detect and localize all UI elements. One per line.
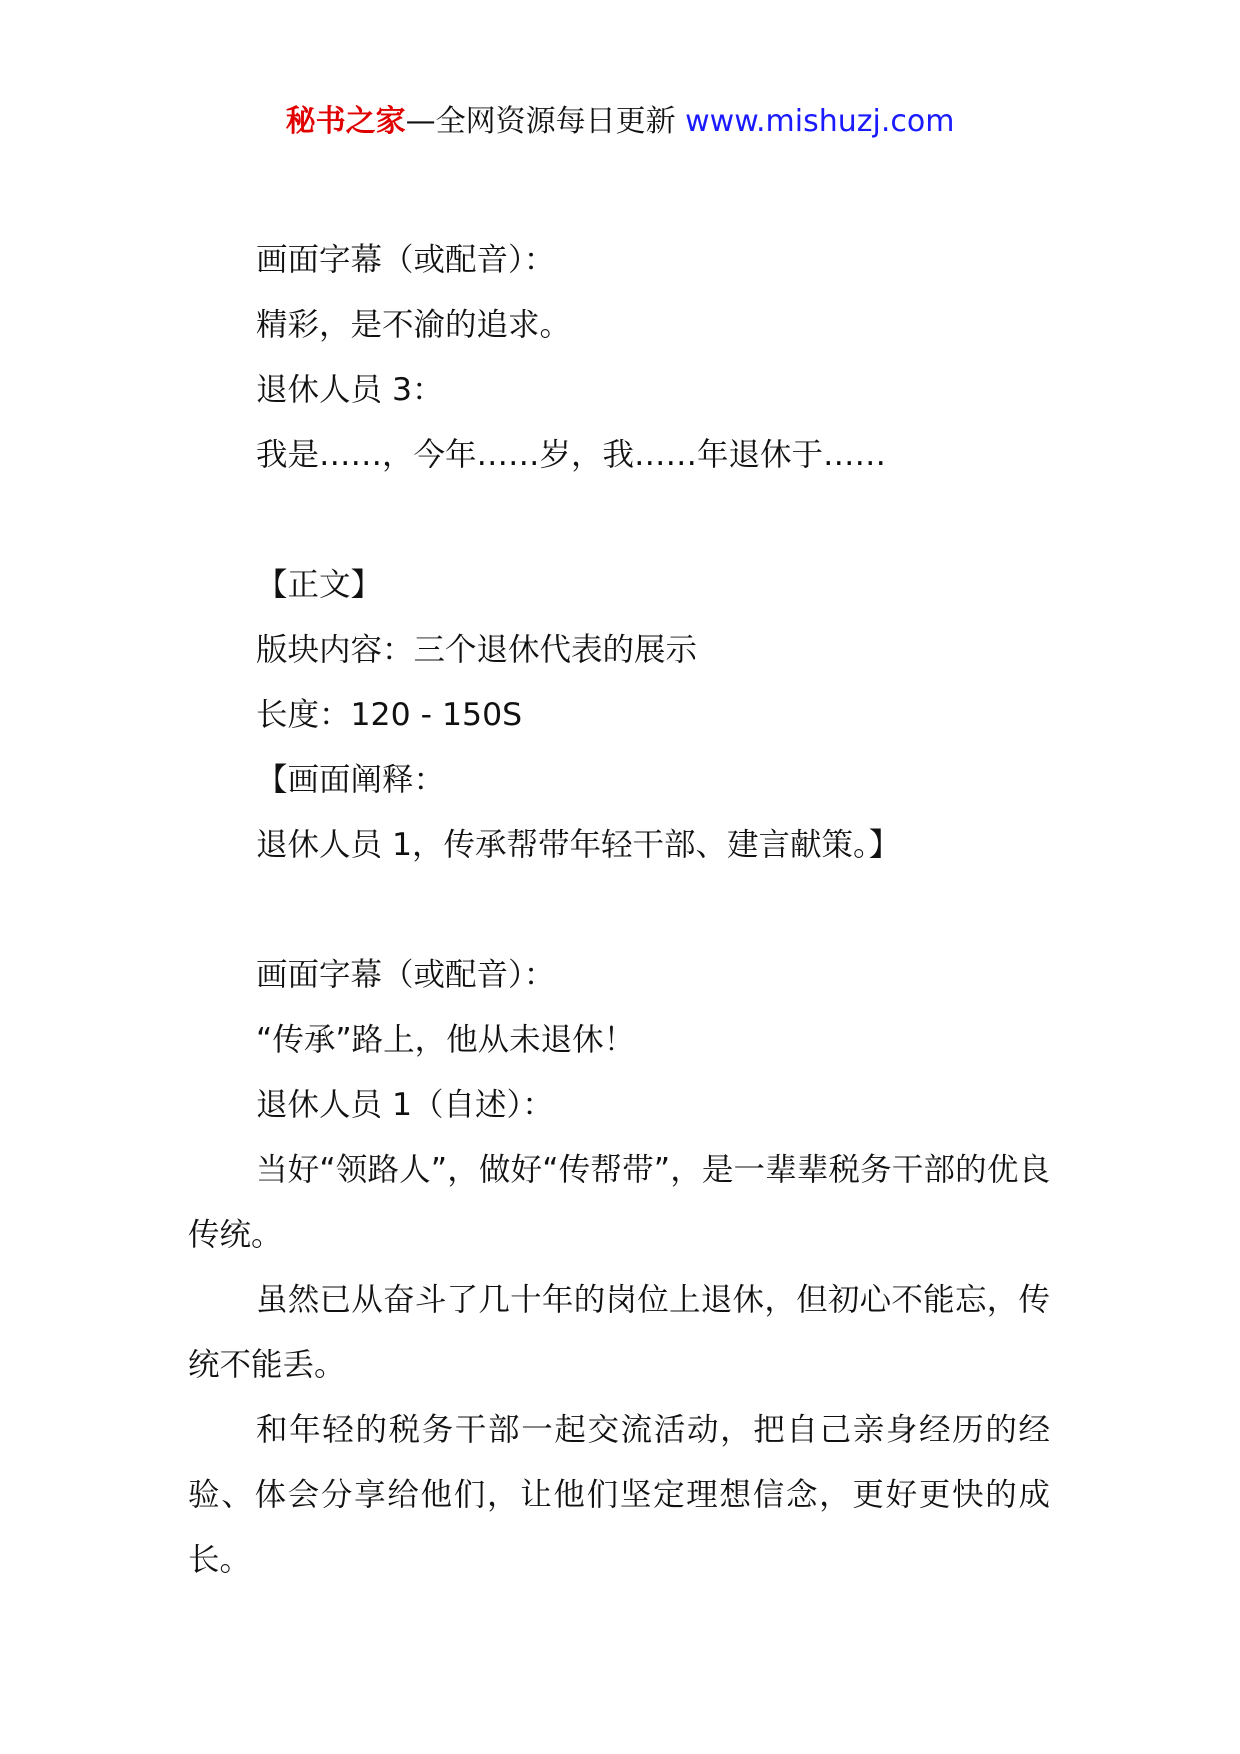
caption-heading-1: 画面字幕（或配音）： <box>256 242 556 278</box>
caption-text-1: 精彩，是不渝的追求。 <box>256 307 572 343</box>
paragraph-3: 和年轻的税务干部一起交流活动，把自己亲身经历的经验、体会分享给他们，让他们坚定理想信念，更好更快的成长。 <box>188 1412 1050 1578</box>
scene-explanation-heading: 【画面阐释： <box>256 762 446 798</box>
scene-explanation-text: 退休人员 1，传承帮带年轻干部、建言献策。】 <box>256 827 901 863</box>
speaker-text-retiree-3: 我是……，今年……岁，我……年退休于…… <box>256 437 887 473</box>
header-tagline: —全网资源每日更新 <box>405 104 676 139</box>
caption-heading-2: 画面字幕（或配音）： <box>256 957 556 993</box>
paragraph-1: 当好“领路人”，做好“传帮带”，是一辈辈税务干部的优良传统。 <box>188 1152 1050 1253</box>
paragraph-2: 虽然已从奋斗了几十年的岗位上退休，但初心不能忘，传统不能丢。 <box>188 1282 1050 1383</box>
page-header <box>0 100 1240 144</box>
spacer <box>188 488 1050 553</box>
caption-text-2: “传承”路上，他从未退休！ <box>256 1022 636 1058</box>
spacer <box>188 878 1050 943</box>
document-body <box>188 228 1050 1593</box>
section-content-label: 版块内容：三个退休代表的展示 <box>256 632 698 668</box>
header-brand: 秘书之家 <box>285 104 406 139</box>
header-url-link[interactable]: www.mishuzj.com <box>685 104 955 139</box>
speaker-label-retiree-1: 退休人员 1（自述）： <box>256 1087 554 1123</box>
section-length-label: 长度：120 - 150S <box>256 697 523 733</box>
speaker-label-retiree-3: 退休人员 3： <box>256 372 444 408</box>
section-heading-main: 【正文】 <box>256 567 383 603</box>
